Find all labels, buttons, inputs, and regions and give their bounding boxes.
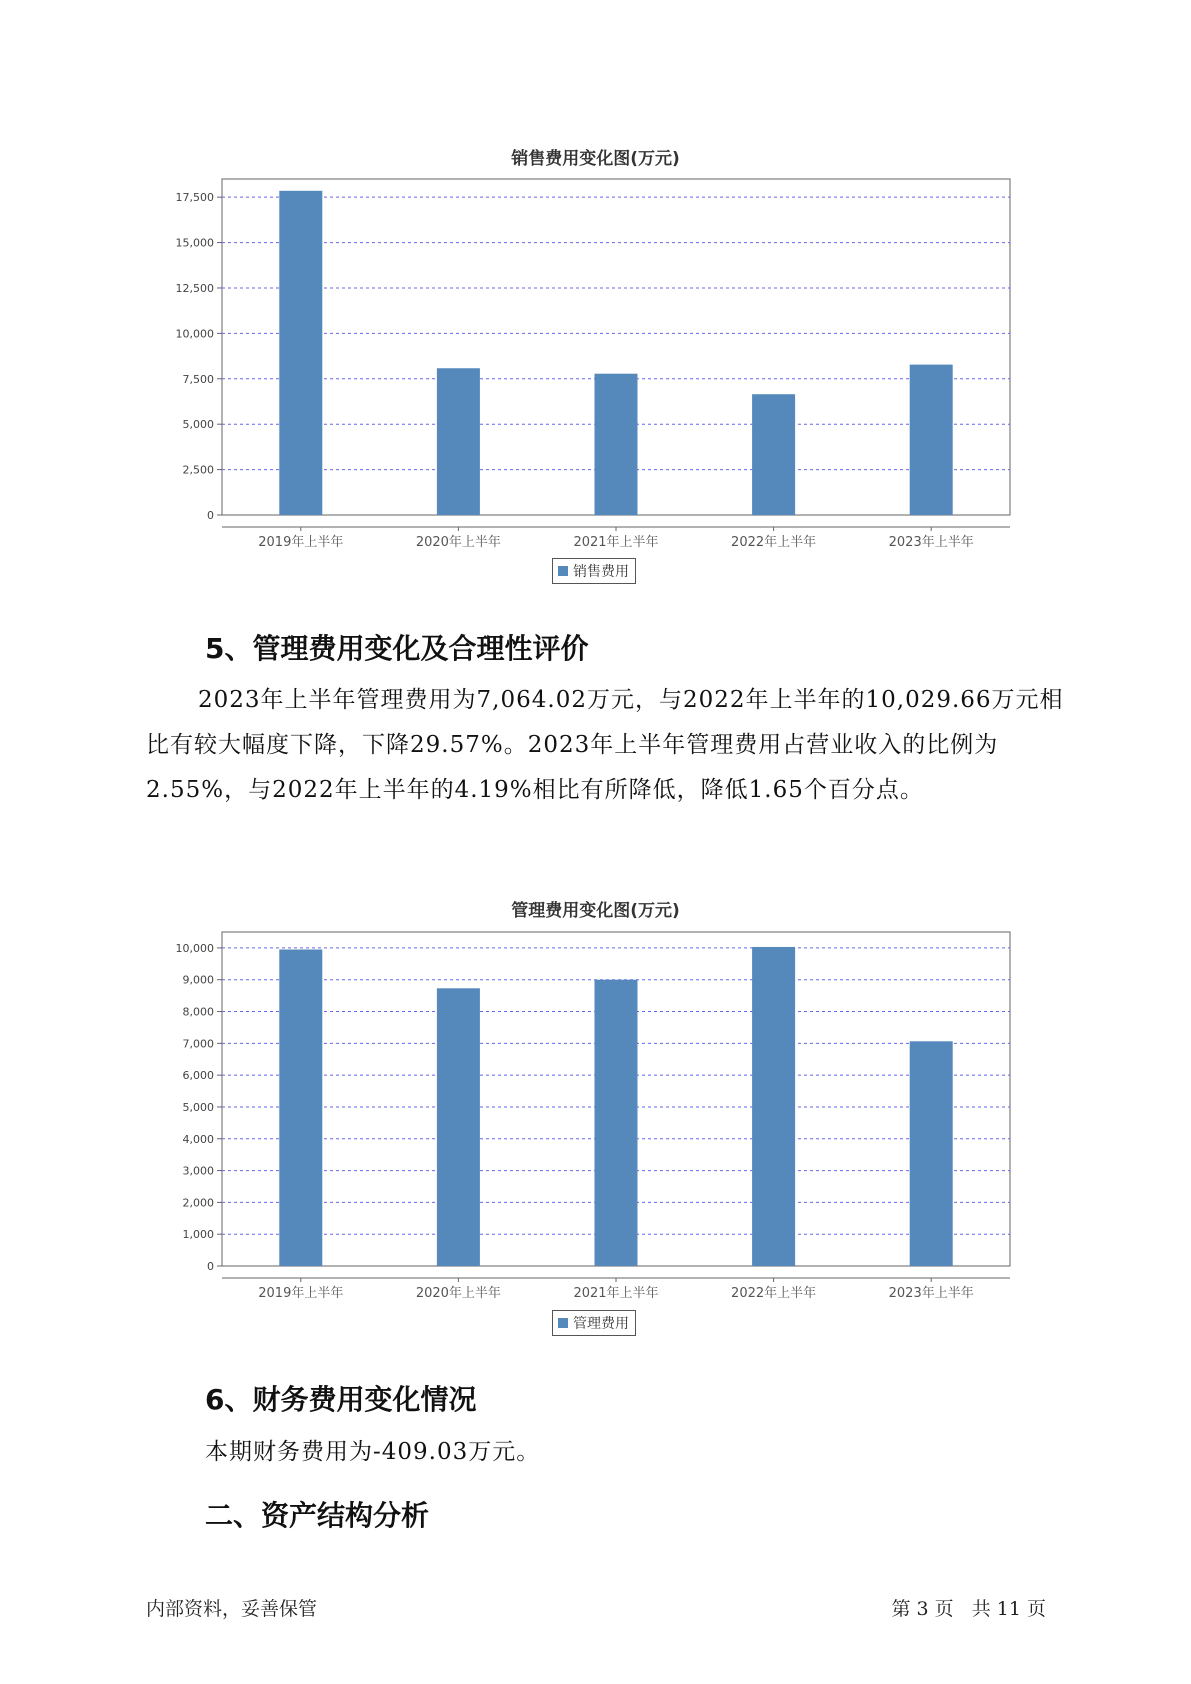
y-tick-label: 7,500 — [182, 372, 214, 386]
y-tick-label: 4,000 — [182, 1132, 214, 1146]
bar — [279, 949, 322, 1266]
chart-legend — [552, 1310, 636, 1336]
legend-label: 销售费用 — [573, 564, 629, 580]
x-tick-label: 2022年上半年 — [731, 1286, 817, 1301]
x-tick-label: 2021年上半年 — [573, 535, 659, 550]
y-tick-label: 0 — [207, 509, 214, 522]
y-tick-label: 0 — [207, 1260, 214, 1273]
section-heading-2: 二、资产结构分析 — [205, 1499, 430, 1532]
footer-page-number: 第 3 页 共 11 页 — [891, 1598, 1046, 1620]
x-tick-label: 2021年上半年 — [573, 1286, 659, 1301]
x-tick-label: 2023年上半年 — [888, 1286, 974, 1301]
section-6-paragraph: 本期财务费用为-409.03万元。 — [205, 1439, 541, 1465]
bar — [752, 947, 795, 1266]
x-tick-label: 2022年上半年 — [731, 535, 817, 550]
y-tick-label: 12,500 — [175, 281, 214, 295]
y-tick-label: 9,000 — [182, 973, 214, 987]
x-tick-label: 2020年上半年 — [415, 535, 501, 550]
x-tick-label: 2020年上半年 — [415, 1286, 501, 1301]
y-tick-label: 10,000 — [175, 327, 214, 341]
y-tick-label: 15,000 — [175, 236, 214, 250]
y-tick-label: 3,000 — [182, 1164, 214, 1178]
section-heading-6: 6、财务费用变化情况 — [205, 1383, 477, 1416]
legend-swatch — [558, 1318, 568, 1328]
section-5-paragraph: 2023年上半年管理费用为7,064.02万元，与2022年上半年的10,029.66万元相比有较大幅度下降，下降29.57%。2023年上半年管理费用占营业收入的比例为2.55%，与2022年上半年的4.19%相比有所降低，降低1.65个百分点。 — [146, 687, 1064, 803]
bar — [910, 1041, 953, 1266]
legend-label: 管理费用 — [573, 1316, 629, 1332]
y-tick-label: 2,500 — [182, 463, 214, 477]
y-tick-label: 2,000 — [182, 1196, 214, 1210]
bar — [437, 988, 480, 1266]
x-tick-label: 2019年上半年 — [258, 535, 344, 550]
chart-title: 管理费用变化图(万元) — [511, 901, 680, 921]
footer-left: 内部资料，妥善保管 — [146, 1598, 318, 1620]
y-tick-label: 7,000 — [182, 1037, 214, 1051]
y-tick-label: 5,000 — [182, 418, 214, 432]
y-tick-label: 10,000 — [175, 941, 214, 955]
y-tick-label: 1,000 — [182, 1228, 214, 1242]
y-tick-label: 5,000 — [182, 1100, 214, 1114]
y-tick-label: 8,000 — [182, 1005, 214, 1019]
chart-title: 销售费用变化图(万元) — [511, 149, 680, 169]
x-tick-label: 2019年上半年 — [258, 1286, 344, 1301]
x-tick-label: 2023年上半年 — [888, 535, 974, 550]
bar — [595, 980, 638, 1266]
y-tick-label: 17,500 — [175, 191, 214, 205]
y-tick-label: 6,000 — [182, 1069, 214, 1083]
section-heading-5: 5、管理费用变化及合理性评价 — [205, 632, 589, 665]
